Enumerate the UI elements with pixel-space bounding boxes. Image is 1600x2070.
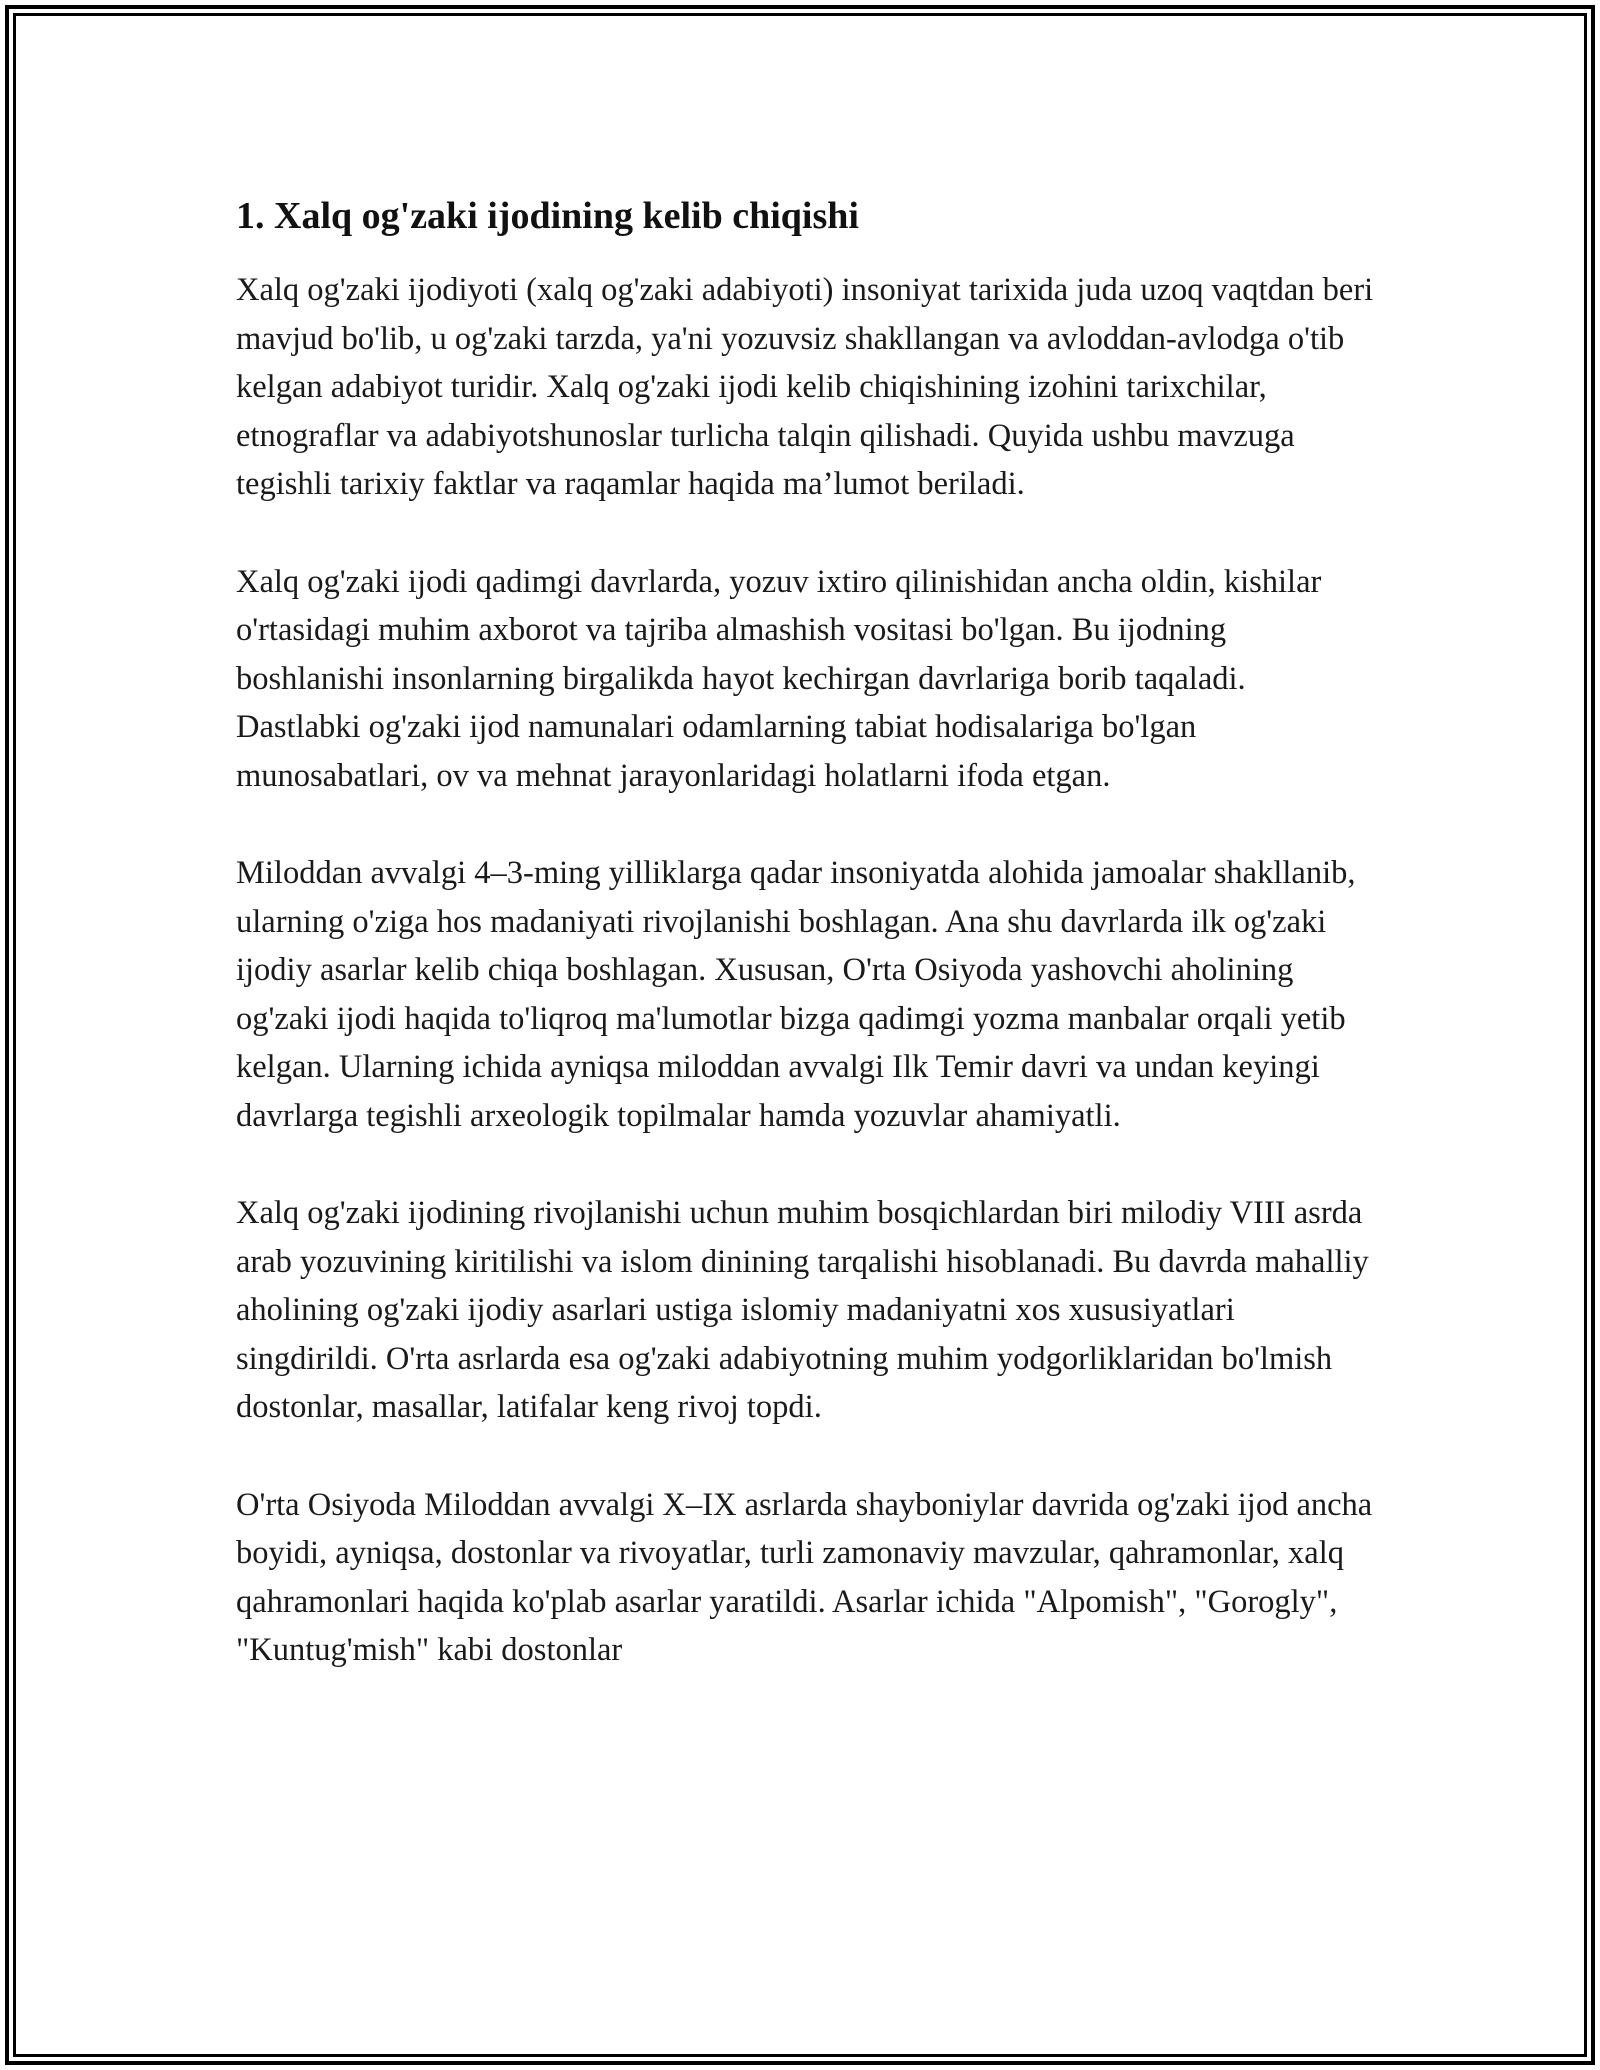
paragraph-1: Xalq og'zaki ijodiyoti (xalq og'zaki adabiyoti) insoniyat tarixida juda uzoq vaqtdan beri mavjud bo'lib, u og'zaki tarzda, ya'ni yozuvsiz shakllangan va avloddan-avlodga o'tib kelgan adabiyot turidir. Xalq og'zaki ijodi kelib chiqishining izohini tarixchilar, etnograflar va adabiyotshunoslar turlicha talqin qilishadi. Quyida ushbu mavzuga tegishli tarixiy faktlar va raqamlar haqida ma’lumot beriladi. [236,272,1374,502]
paragraph-2: Xalq og'zaki ijodi qadimgi davrlarda, yozuv ixtiro qilinishidan ancha oldin, kishilar o'rtasidagi muhim axborot va tajriba almashish vositasi bo'lgan. Bu ijodning boshlanishi insonlarning birgalikda hayot kechirgan davrlariga borib taqaladi. Dastlabki og'zaki ijod namunalari odamlarning tabiat hodisalariga bo'lgan munosabatlari, ov va mehnat jarayonlaridagi holatlarni ifoda etgan. [236,563,1322,794]
paragraph-3: Miloddan avvalgi 4–3-ming yilliklarga qadar insoniyatda alohida jamoalar shakllanib, ularning o'ziga hos madaniyati rivojlanishi boshlagan. Ana shu davrlarda ilk og'zaki ijodiy asarlar kelib chiqa boshlagan. Xususan, O'rta Osiyoda yashovchi aholining og'zaki ijodi haqida to'liqroq ma'lumotlar bizga qadimgi yozma manbalar orqali yetib kelgan. Ularning ichida ayniqsa miloddan avvalgi Ilk Temir davri va undan keyingi davrlarga tegishli arxeologik topilmalar hamda yozuvlar ahamiyatli. [236,855,1356,1134]
section-heading: 1. Xalq og'zaki ijodining kelib chiqishi [236,195,859,237]
document-body [236,188,1376,1724]
paragraph-4: Xalq og'zaki ijodining rivojlanishi uchun muhim bosqichlardan biri milodiy VIII asrda arab yozuvining kiritilishi va islom dinining tarqalishi hisoblanadi. Bu davrda mahalliy aholining og'zaki ijodiy asarlari ustiga islomiy madaniyatni xos xususiyatlari singdirildi. O'rta asrlarda esa og'zaki adabiyotning muhim yodgorliklaridan bo'lmish dostonlar, masallar, latifalar keng rivoj topdi. [236,1195,1369,1425]
paragraph-5: O'rta Osiyoda Miloddan avvalgi X–IX asrlarda shayboniylar davrida og'zaki ijod ancha boyidi, ayniqsa, dostonlar va rivoyatlar, turli zamonaviy mavzular, qahramonlar, xalq qahramonlari haqida ko'plab asarlar yaratildi. Asarlar ichida "Alpomish", "Gorogly", "Kuntug'mish" kabi dostonlar [236,1486,1373,1668]
